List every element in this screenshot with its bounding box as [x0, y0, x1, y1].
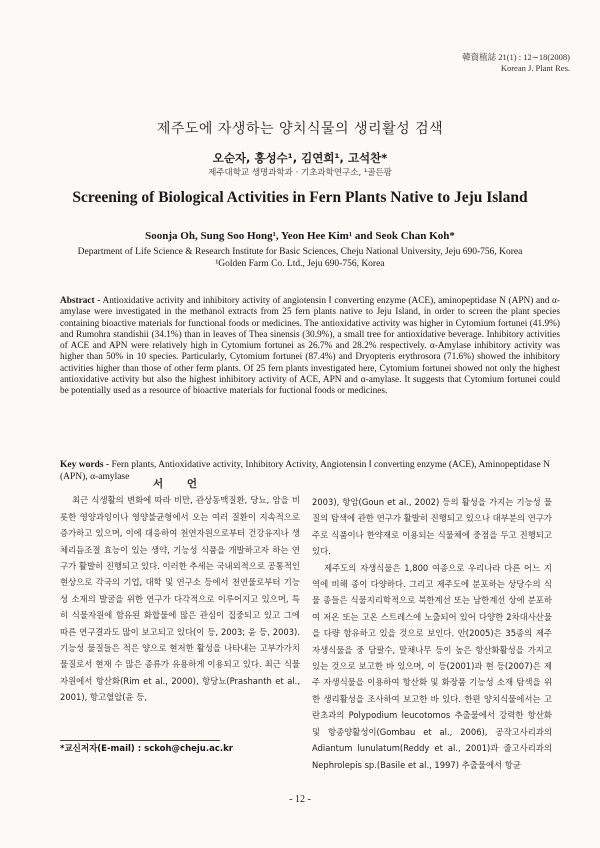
abstract-label: Abstract -	[60, 296, 101, 306]
corresponding-author-footnote: *교신저자(E-mail) : sckoh@cheju.ac.kr	[60, 744, 233, 754]
korean-affiliation: 제주대학교 생명과학과 · 기초과학연구소, ¹골든팜	[208, 168, 392, 178]
section-heading: 서 언	[153, 478, 207, 490]
keywords-label: Key words -	[60, 460, 110, 470]
abstract	[60, 296, 560, 398]
page-number: - 12 -	[289, 794, 311, 805]
right-column	[312, 494, 552, 773]
footnote-divider	[60, 740, 220, 741]
journal-citation: 韓資植誌 21(1) : 12∼18(2008)	[462, 52, 570, 62]
left-column	[60, 476, 300, 706]
korean-title: 제주도에 자생하는 양치식물의 생리활성 검색	[156, 121, 444, 137]
journal-name: Korean J. Plant Res.	[500, 63, 570, 73]
korean-authors: 오순자, 홍성수¹, 김연희¹, 고석찬*	[212, 151, 388, 165]
keywords-text: Fern plants, Antioxidative activity, Inhibitory Activity, Angiotensin Ⅰ converting enzyme (ACE), Aminopeptidase N (APN), α-amylase	[60, 460, 550, 482]
abstract-text: Antioxidative activity and inhibitory activity of angiotensin Ⅰ converting enzyme (ACE), aminopeptidase N (APN) and α-amylase were investigated in the methanol extracts from 25 fern plants native to Jeju Island, in order to screen the plant species containing bioactive materials for functional foods or medicines. The antioxidative activity was higher in Cytomium fortunei (41.9%) and Rumohra standishii (34.1%) than in leaves of Thea sinensis (30.9%), a small tree for antioxidative beverage. Inhibitory activities of ACE and APN were relatively high in Cytomium fortunei as 26.7% and 28.2% respectively. α-Amylase inhibitory activity was higher than 50% in 10 species. Particularly, Cytomium fortunei (87.4%) and Dryopteris erythrosora (71.6%) showed the inhibitory activities higher than those of other ferm plants. Of 25 fern plants investigated here, Cytomium fortunei showed not only the highest antioxidative activity but also the highest inhibitory activity of ACE, APN and α-amylase. It suggests that Cytomium fortunei could be potentially used as a resource of bioactive materials for fuctional foods or medicines.	[60, 296, 560, 397]
journal-header	[462, 52, 570, 74]
english-affiliation	[0, 246, 600, 270]
intro-paragraph-continued: 2003), 항암(Goun et al., 2002) 등의 활성을 가지는 기능성 물질의 탐색에 관한 연구가 활발히 진행되고 있으나 대부분의 연구가 주로 식품이나 한약재로 이용되는 식물체에 중점을 두고 진행되고 있다.	[312, 497, 552, 557]
affiliation-line-1: Department of Life Science & Research Institute for Basic Sciences, Cheju National University, Jeju 690-756, Korea	[77, 247, 523, 257]
english-title: Screening of Biological Activities in Fern Plants Native to Jeju Island	[72, 189, 528, 206]
english-authors: Soonja Oh, Sung Soo Hong¹, Yeon Hee Kim¹ and Seok Chan Koh*	[145, 230, 455, 242]
intro-paragraph-2: 제주도의 자생식물은 1,800 여종으로 우리나라 다른 어느 지역에 비해 종이 다양하다. 그리고 제주도에 분포하는 상당수의 식물 종들은 식물지리학적으로 북한계선 또는 남한계선 상에 분포하여 저온 또는 고온 스트레스에 노출되어 있어 다양한 2차대사산물을 다량 함유하고 있을 것으로 보인다. 안(2005)은 35종의 제주 자생식물을 중 담팔수, 말채나무 등이 높은 항산화활성을 가지고 있는 것으로 보고한 바 있으며, 이 등(2001)과 현 등(2007)은 제주 자생식물을 이용하여 항산화 및 화장품 기능성 소재 탐색을 위한 생리활성을 조사하여 보고한 바 있다. 한편 양치식물에서는 고란초과의 Polypodium leucotomos 추출물에서 강력한 항산화 및 항종양활성이(Gombau et al., 2006), 공작고사리과의 Adiantum lunulatum(Reddy et al., 2001)과 줄고사리과의 Nephrolepis sp.(Basile et al., 1997) 추출물에서 항균	[312, 562, 552, 770]
intro-paragraph-1: 최근 식생활의 변화에 따라 비만, 관상동맥질환, 당뇨, 암을 비롯한 영양과잉이나 영양불균형에서 오는 여러 질환이 지속적으로 증가하고 있으며, 이에 대응하여 천연자원으로부터 건강유지나 생체리듬조절 효능이 있는 생약, 기능성 식품을 개발하고자 하는 연구가 활발히 진행되고 있다. 이러한 추세는 국내외적으로 공통적인 현상으로 각국의 기업, 대학 및 연구소 등에서 천연물로부터 기능성 소재의 발굴을 위한 연구가 다각적으로 이루어지고 있으며, 특히 식물자원에 함유된 화합물에 많은 관심이 집중되고 있고 그에 따른 연구결과도 많이 보고되고 있다(이 등, 2003; 윤 등, 2003). 기능성 물질들은 적은 양으로 현저한 활성을 나타내는 고부가가치 물질로서 현재 수 많은 종류가 유용하게 이용되고 있다. 최근 식물자원에서 항산화(Rim et al., 2000), 항당뇨(Prashanth et al., 2001), 항고혈압(윤 등,	[60, 495, 300, 703]
affiliation-line-2: ¹Golden Farm Co. Ltd., Jeju 690-756, Korea	[215, 259, 385, 269]
